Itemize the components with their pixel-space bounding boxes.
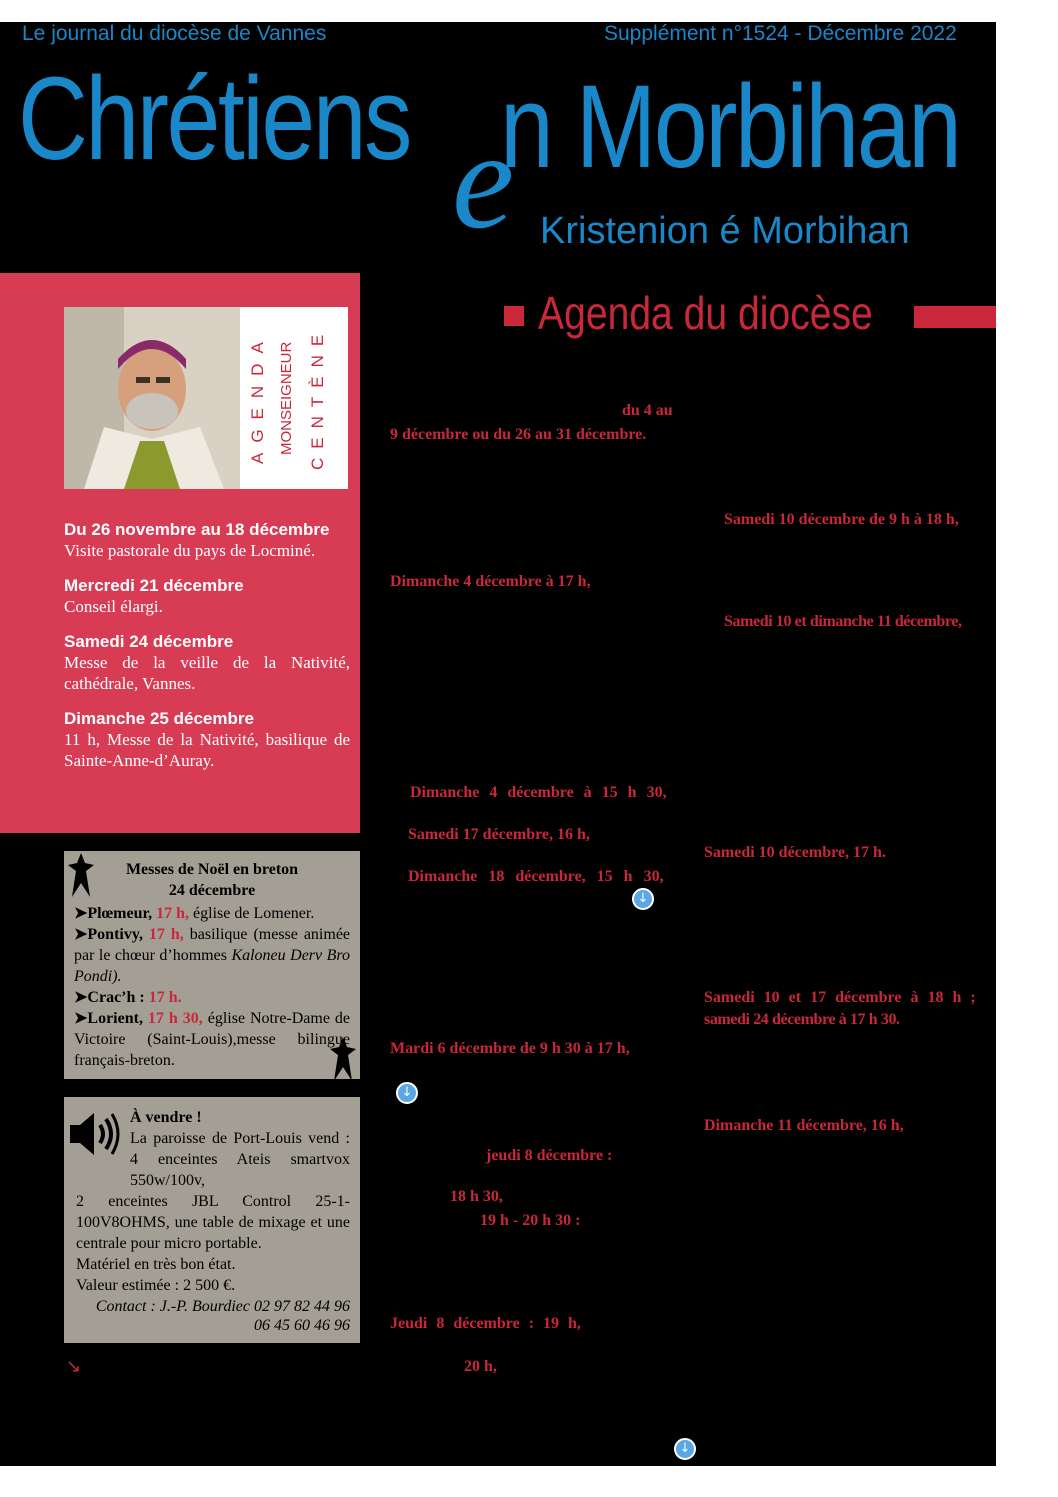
masthead-title-e: e [452, 103, 515, 258]
agenda-text: Samedi 10 décembre de 9 h à 18 h, [724, 511, 959, 528]
agenda-text: Mardi 6 décembre de 9 h 30 à 17 h, [390, 1040, 630, 1057]
title-bullet-square [504, 306, 524, 326]
agenda-text: Samedi 10 et 17 décembre à 18 h ; [704, 989, 976, 1006]
section-title: Agenda du diocèse [538, 287, 873, 339]
agenda-text: Dimanche 11 décembre, 16 h, [704, 1117, 904, 1134]
agenda-text: 20 h, [464, 1358, 497, 1375]
mass-place: ➤Pontivy, [74, 926, 143, 943]
event-text: Visite pastorale du pays de Locminé. [64, 541, 316, 560]
agenda-text: Samedi 10 décembre, 17 h. [704, 844, 886, 861]
mass-time: 17 h 30, [147, 1010, 203, 1027]
mass-location: église Notre-Dame de Victoire (Saint-Louis),messe bilingue français-breton. [74, 1010, 351, 1069]
sale-line1: La paroisse de Port-Louis vend : 4 enceintes Ateis smartvox 550w/100v, [130, 1130, 350, 1189]
journal-name: Le journal du diocèse de Vannes [22, 22, 327, 45]
event-item [64, 632, 350, 694]
label-monseigneur: MONSEIGNEUR [278, 341, 295, 455]
agenda-text: 18 h 30, [450, 1188, 503, 1205]
sale-line2: 2 enceintes JBL Control 25-1- 100V8OHMS, une table de mixage et une centrale pour micro portable. [76, 1193, 350, 1252]
mass-place: ➤Plœmeur, [74, 905, 153, 922]
agenda-text: Samedi 17 décembre, 16 h, [408, 826, 590, 843]
mass-place: ➤Crac’h : [74, 989, 145, 1006]
supplement-info: Supplément n°1524 - Décembre 2022 [604, 22, 957, 45]
event-date: Mercredi 21 décembre [64, 576, 244, 595]
sale-line4: Valeur estimée : 2 500 €. [76, 1277, 236, 1294]
download-icon[interactable]: ↓ [674, 1438, 696, 1460]
mass-entry [74, 903, 350, 924]
speaker-icon [68, 1109, 120, 1159]
agenda-text: 9 décembre ou du 26 au 31 décembre. [390, 426, 647, 443]
bishop-agenda-label-box [240, 307, 348, 489]
agenda-text: Dimanche 4 décembre à 17 h, [390, 573, 591, 590]
agenda-text: Dimanche 4 décembre à 15 h 30, [410, 784, 667, 801]
event-date: Samedi 24 décembre [64, 632, 234, 651]
masthead-title-part1: Chrétiens [18, 53, 410, 185]
agenda-text: 19 h - 20 h 30 : [480, 1212, 581, 1229]
event-item [64, 709, 350, 771]
sale-phone: 06 45 60 46 96 [254, 1317, 350, 1334]
breton-masses-box [64, 851, 360, 1079]
download-icon[interactable]: ↓ [396, 1082, 418, 1104]
agenda-text: du 4 au [622, 402, 673, 419]
download-icon[interactable]: ↓ [632, 888, 654, 910]
event-text: Messe de la veille de la Nativité, cathédrale, Vannes. [64, 653, 350, 693]
mass-entry [74, 1008, 350, 1071]
mass-location: église de Lomener. [193, 905, 315, 922]
agenda-text: jeudi 8 décembre : [486, 1147, 613, 1164]
mass-entry [74, 987, 350, 1008]
bishop-events-list [64, 520, 350, 771]
sale-line3: Matériel en très bon état. [76, 1256, 236, 1273]
mass-time: 17 h. [148, 989, 182, 1006]
choir-name: Kaloneu Derv Bro Pondi). [74, 947, 351, 985]
mass-entry [74, 924, 350, 987]
sale-title: À vendre ! [130, 1109, 202, 1126]
mass-place: ➤Lorient, [74, 1010, 143, 1027]
masthead-subtitle: Kristenion é Morbihan [540, 210, 910, 252]
event-item [64, 520, 350, 561]
event-date: Du 26 novembre au 18 décembre [64, 520, 330, 539]
sale-contact: Contact : J.-P. Bourdiec 02 97 82 44 96 [95, 1298, 350, 1315]
mass-location: basilique (messe animée par le chœur d’hommes [74, 926, 351, 964]
title-bar-decoration [914, 306, 996, 328]
event-text: Conseil élargi. [64, 597, 163, 616]
breton-box-title: Messes de Noël en breton [125, 861, 299, 878]
mass-time: 17 h, [156, 905, 190, 922]
event-date: Dimanche 25 décembre [64, 709, 254, 728]
event-text: 11 h, Messe de la Nativité, basilique de Sainte-Anne-d’Auray. [64, 730, 350, 770]
event-item [64, 576, 350, 617]
agenda-text: Dimanche 18 décembre, 15 h 30, [408, 868, 664, 885]
bishop-photo [64, 307, 240, 489]
masthead-title-part2: n Morbihan [500, 61, 960, 193]
label-agenda: AGENDA [248, 332, 267, 464]
agenda-text: samedi 24 décembre à 17 h 30. [704, 1011, 900, 1028]
breton-box-date: 24 décembre [168, 882, 256, 899]
label-centene: CENTÈNE [308, 325, 327, 471]
arrow-icon: ↘ [66, 1356, 82, 1377]
for-sale-box [64, 1097, 360, 1343]
mass-time: 17 h, [148, 926, 184, 943]
breton-masses-list [74, 903, 350, 1071]
agenda-text: Samedi 10 et dimanche 11 décembre, [724, 613, 962, 630]
agenda-text: Jeudi 8 décembre : 19 h, [390, 1315, 581, 1332]
